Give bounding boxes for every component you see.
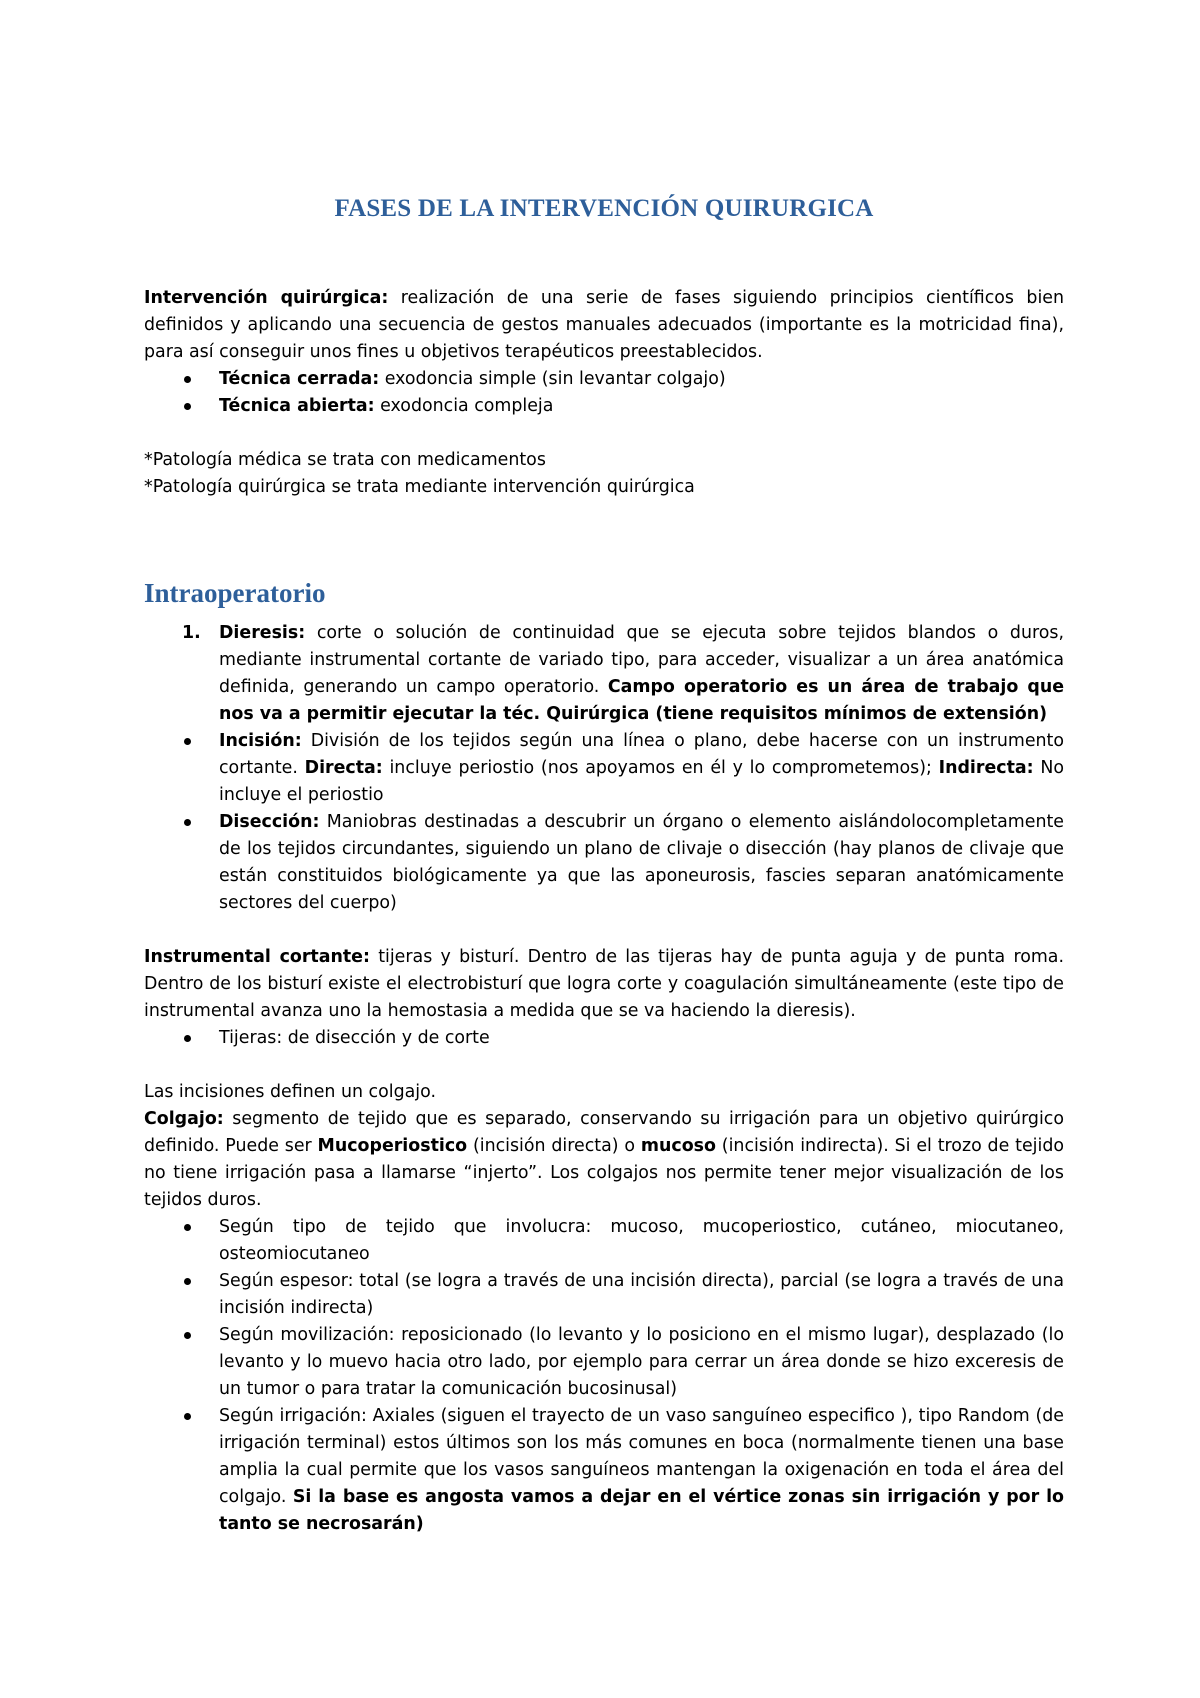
list-item-incision	[144, 728, 1064, 809]
intro-term: Intervención quirúrgica:	[144, 288, 389, 308]
item-term: Disección:	[219, 812, 320, 832]
item-term: Indirecta:	[938, 758, 1034, 778]
bullet-term: Técnica abierta:	[219, 396, 375, 416]
bullet-icon	[184, 1332, 191, 1339]
bullet-icon	[184, 738, 191, 745]
intraoperatorio-block	[144, 620, 1064, 1538]
bullet-icon	[184, 1035, 191, 1042]
colgajo-paragraph	[144, 1106, 1064, 1214]
list-item	[144, 366, 1064, 393]
bullet-icon	[184, 819, 191, 826]
intro-paragraph	[144, 285, 1064, 366]
colgajo-text: (incisión directa) o	[467, 1136, 641, 1156]
item-term: Directa:	[304, 758, 383, 778]
colgajo-term: Mucoperiostico	[317, 1136, 468, 1156]
list-item	[144, 1403, 1064, 1538]
item-text: División de los tejidos según una línea o plano, debe hacerse con un instrumento cortante.	[219, 731, 1064, 778]
list-item-diseccion	[144, 809, 1064, 917]
colgajo-term: mucoso	[640, 1136, 716, 1156]
item-text: Según irrigación: Axiales (siguen el trayecto de un vaso sanguíneo especifico ), tipo Random (de irrigación terminal) estos últimos son los más comunes en boca (normalmente tienen una base amplia la cual permite que los vasos sanguíneos mantengan la oxigenación en toda el área del colgajo.	[219, 1406, 1064, 1507]
list-item-tijeras	[144, 1025, 1064, 1052]
item-text: Según espesor: total (se logra a través de una incisión directa), parcial (se logra a través de una incisión indirecta)	[219, 1271, 1064, 1318]
document-title: FASES DE LA INTERVENCIÓN QUIRURGICA	[334, 195, 874, 222]
colgajo-term: Colgajo:	[144, 1109, 224, 1129]
bullet-term: Técnica cerrada:	[219, 369, 380, 389]
bullet-icon	[184, 1278, 191, 1285]
item-text: Según movilización: reposicionado (lo levanto y lo posiciono en el mismo lugar), desplazado (lo levanto y lo muevo hacia otro lado, por ejemplo para cerrar un área donde se hizo exceresis de un tumor o para tratar la comunicación bucosinusal)	[219, 1325, 1064, 1399]
item-bold-text: Campo operatorio es un área de trabajo que nos va a permitir ejecutar la téc. Quirúrgica (tiene requisitos mínimos de extensión)	[219, 677, 1064, 724]
section-heading: Intraoperatorio	[144, 578, 326, 608]
bullet-icon	[184, 376, 191, 383]
colgajo-text: (incisión indirecta). Si el trozo de tejido no tiene irrigación pasa a llamarse “injerto”. Los colgajos nos permite tener mejor visualización de los tejidos duros.	[144, 1136, 1064, 1210]
instrumental-paragraph	[144, 944, 1064, 1025]
bullet-text: exodoncia compleja	[374, 396, 554, 416]
colgajo-intro-line: Las incisiones definen un colgajo.	[144, 1082, 436, 1102]
list-item	[144, 393, 1064, 420]
list-number: 1.	[182, 623, 201, 643]
list-item-dieresis	[144, 620, 1064, 728]
intro-block	[144, 285, 1064, 501]
intro-text: realización de una serie de fases siguiendo principios científicos bien definidos y aplicando una secuencia de gestos manuales adecuados (importante es la motricidad fina), para así conseguir unos fines u objetivos terapéuticos preestablecidos.	[144, 288, 1064, 362]
item-text: Según tipo de tejido que involucra: mucoso, mucoperiostico, cutáneo, miocutaneo, osteomiocutaneo	[219, 1217, 1064, 1264]
list-item	[144, 1322, 1064, 1403]
bullet-list	[144, 1025, 1064, 1052]
item-bold-text: Si la base es angosta vamos a dejar en el vértice zonas sin irrigación y por lo tanto se necrosarán)	[219, 1487, 1064, 1534]
colgajo-text: segmento de tejido que es separado, conservando su irrigación para un objetivo quirúrgico definido. Puede ser	[144, 1109, 1064, 1156]
item-text: No incluye el periostio	[219, 758, 1064, 805]
bullet-icon	[184, 403, 191, 410]
item-text: Maniobras destinadas a descubrir un órgano o elemento aislándolocompletamente de los tejidos circundantes, siguiendo un plano de clivaje o disección (hay planos de clivaje que están constituidos biológicamente ya que las aponeurosis, fascies separan anatómicamente sectores del cuerpo)	[219, 812, 1064, 913]
instrumental-text: tijeras y bisturí. Dentro de las tijeras hay de punta aguja y de punta roma. Dentro de los bisturí existe el electrobisturí que logra corte y coagulación simultáneamente (este tipo de instrumental avanza uno la hemostasia a medida que se va haciendo la dieresis).	[144, 947, 1064, 1021]
intro-bullet-list	[144, 366, 1064, 420]
list-item	[144, 1214, 1064, 1268]
colgajo-bullet-list	[144, 1214, 1064, 1538]
item-term: Dieresis:	[219, 623, 306, 643]
bullet-list	[144, 728, 1064, 917]
item-text: corte o solución de continuidad que se ejecuta sobre tejidos blandos o duros, mediante instrumental cortante de variado tipo, para acceder, visualizar a un área anatómica definida, generando un campo operatorio.	[219, 623, 1064, 697]
bullet-icon	[184, 1413, 191, 1420]
bullet-text: exodoncia simple (sin levantar colgajo)	[379, 369, 726, 389]
list-item	[144, 1268, 1064, 1322]
note-line: *Patología médica se trata con medicamentos	[144, 450, 546, 470]
item-text: Tijeras: de disección y de corte	[219, 1028, 490, 1048]
instrumental-term: Instrumental cortante:	[144, 947, 370, 967]
item-text: incluye periostio (nos apoyamos en él y lo comprometemos);	[382, 758, 939, 778]
numbered-list	[144, 620, 1064, 728]
note-line: *Patología quirúrgica se trata mediante intervención quirúrgica	[144, 477, 695, 497]
item-term: Incisión:	[219, 731, 302, 751]
bullet-icon	[184, 1224, 191, 1231]
